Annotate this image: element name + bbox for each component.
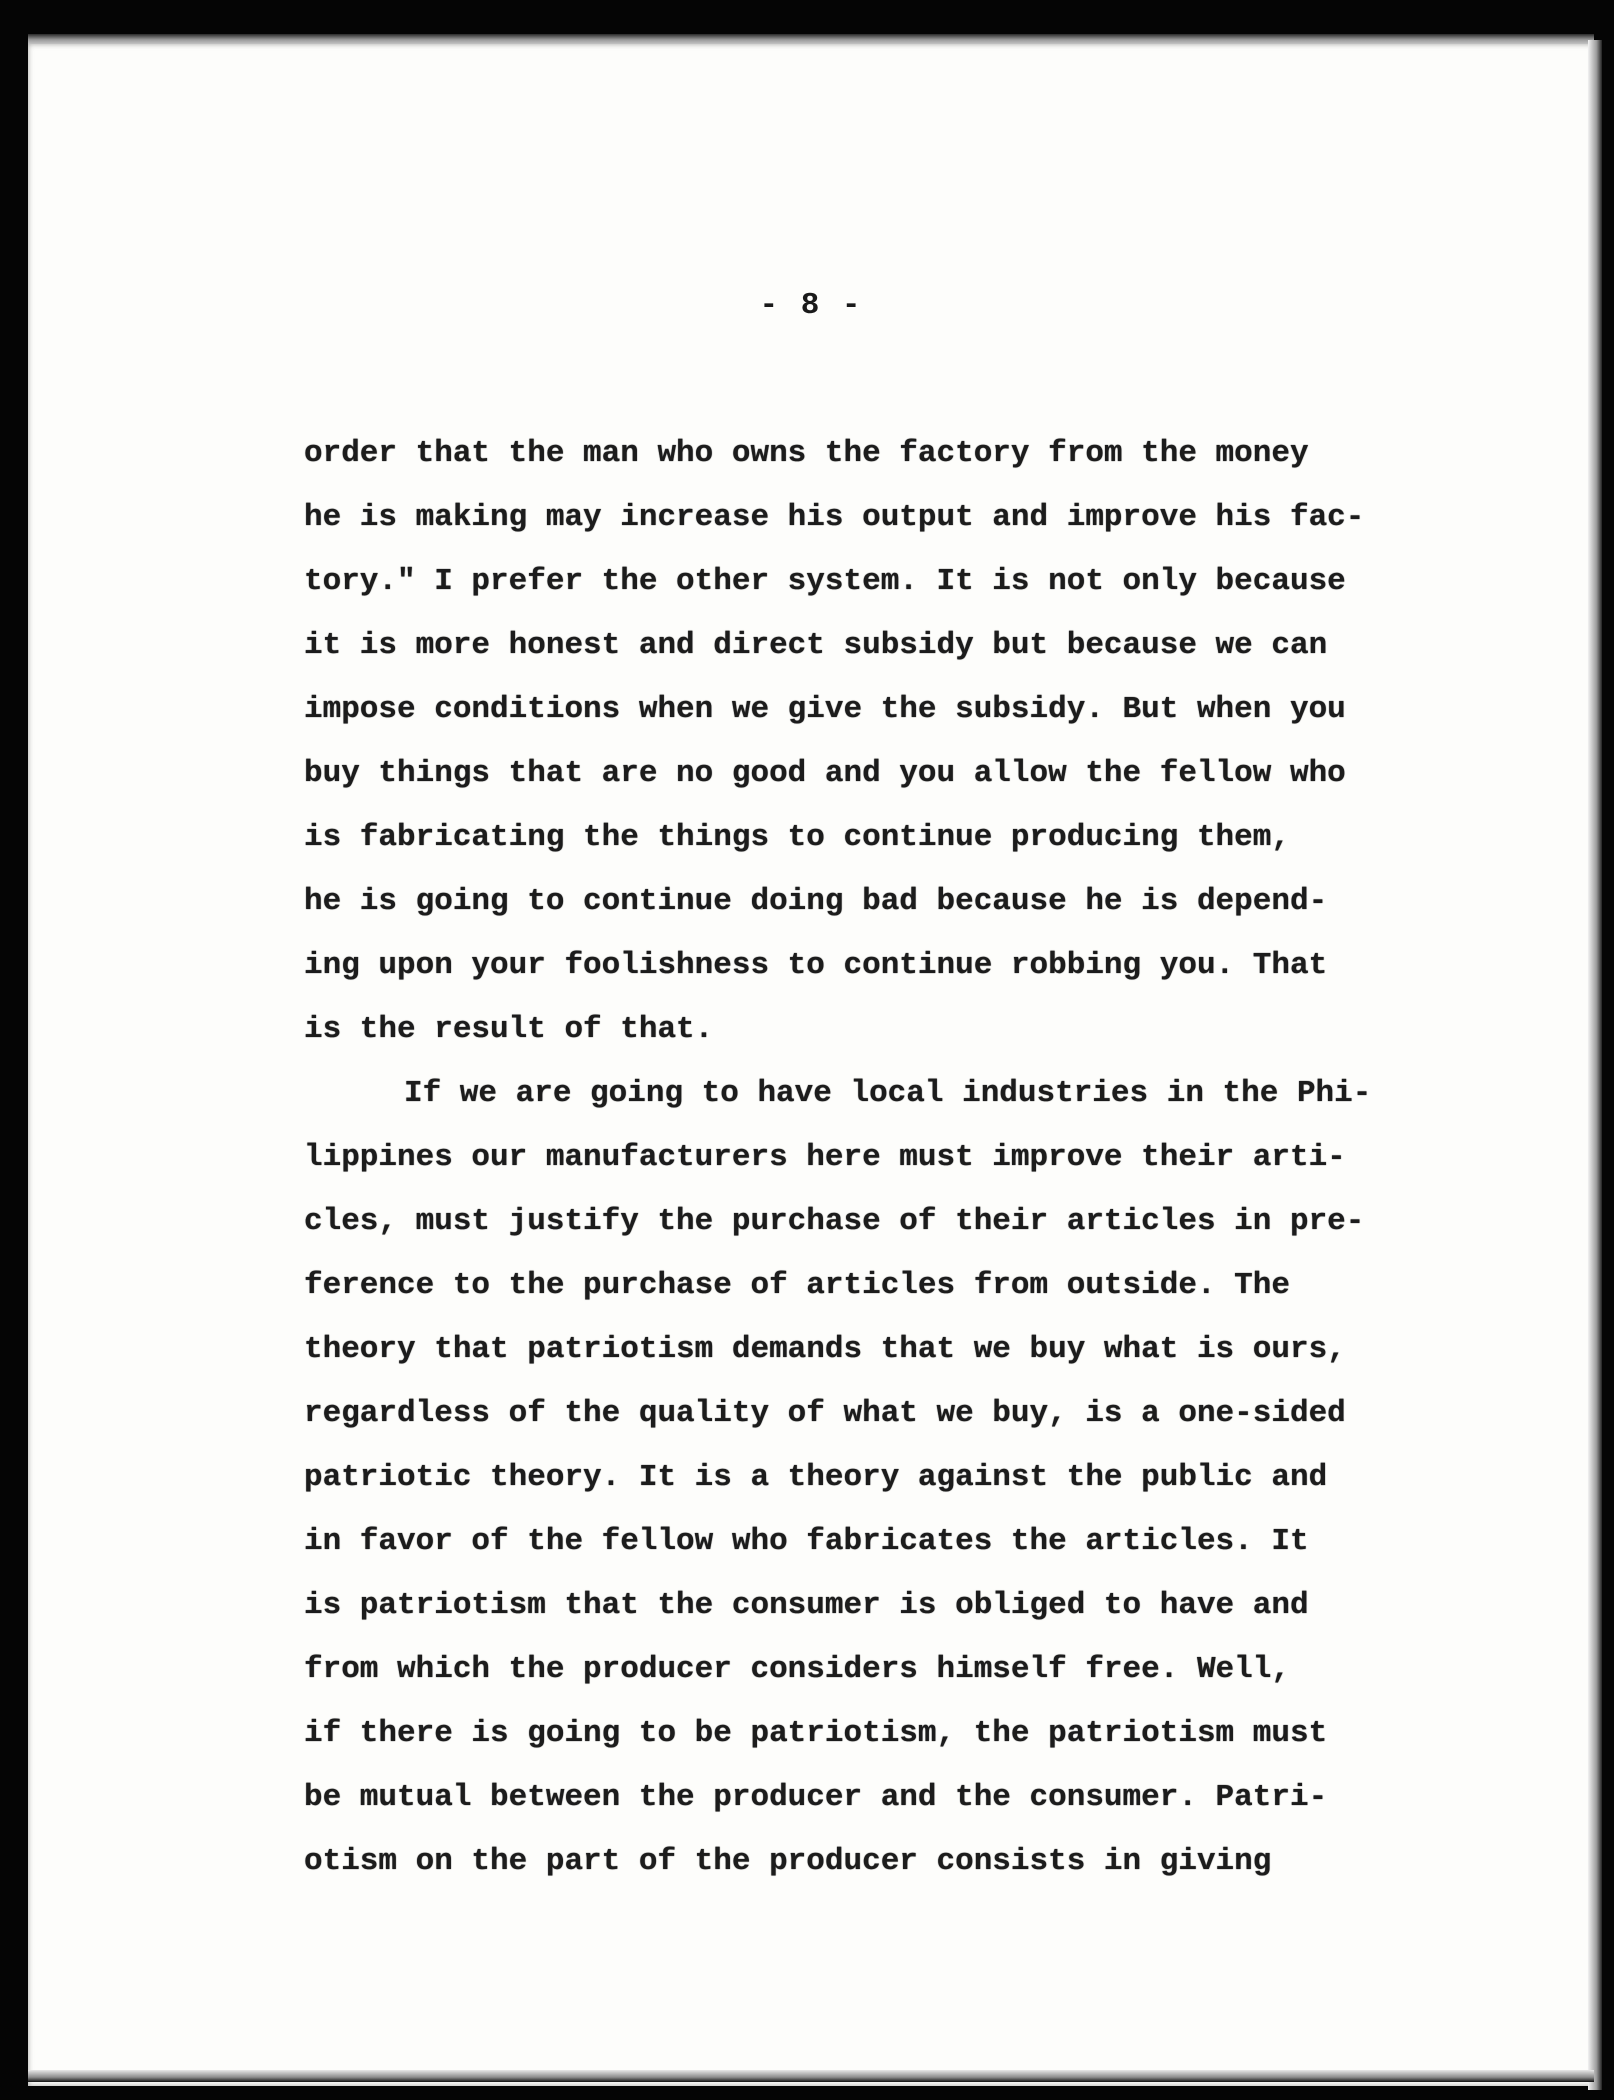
paper-bottom-edge [28, 2070, 1594, 2082]
body-text [304, 422, 1464, 1894]
text-line: if there is going to be patriotism, the patriotism must [304, 1716, 1328, 1751]
text-line: patriotic theory. It is a theory against the public and [304, 1460, 1328, 1495]
text-line: is fabricating the things to continue producing them, [304, 820, 1290, 855]
text-line: If we are going to have local industries in the Phi- [404, 1076, 1372, 1111]
text-line: be mutual between the producer and the consumer. Patri- [304, 1780, 1328, 1815]
text-line: theory that patriotism demands that we buy what is ours, [304, 1332, 1346, 1367]
text-line: otism on the part of the producer consists in giving [304, 1844, 1272, 1879]
text-line: he is going to continue doing bad because he is depend- [304, 884, 1328, 919]
text-line: cles, must justify the purchase of their articles in pre- [304, 1204, 1365, 1239]
text-line: from which the producer considers himself free. Well, [304, 1652, 1290, 1687]
text-line: buy things that are no good and you allow the fellow who [304, 756, 1346, 791]
text-line: ference to the purchase of articles from outside. The [304, 1268, 1290, 1303]
text-line: impose conditions when we give the subsidy. But when you [304, 692, 1346, 727]
text-line: regardless of the quality of what we buy, is a one-sided [304, 1396, 1346, 1431]
text-line: ing upon your foolishness to continue robbing you. That [304, 948, 1328, 983]
text-line: is the result of that. [304, 1012, 714, 1047]
paper-sheet [28, 44, 1594, 2086]
paper-right-edge [1588, 40, 1602, 2090]
paragraph-1 [304, 422, 1464, 1062]
paragraph-2 [304, 1062, 1464, 1894]
text-line: in favor of the fellow who fabricates the articles. It [304, 1524, 1309, 1559]
text-line: is patriotism that the consumer is obliged to have and [304, 1588, 1309, 1623]
text-line: tory." I prefer the other system. It is not only because [304, 564, 1346, 599]
text-line: order that the man who owns the factory from the money [304, 436, 1309, 471]
text-line: he is making may increase his output and improve his fac- [304, 500, 1365, 535]
text-line: lippines our manufacturers here must improve their arti- [304, 1140, 1346, 1175]
text-line: it is more honest and direct subsidy but because we can [304, 628, 1328, 663]
page-number: - 8 - [759, 288, 863, 323]
